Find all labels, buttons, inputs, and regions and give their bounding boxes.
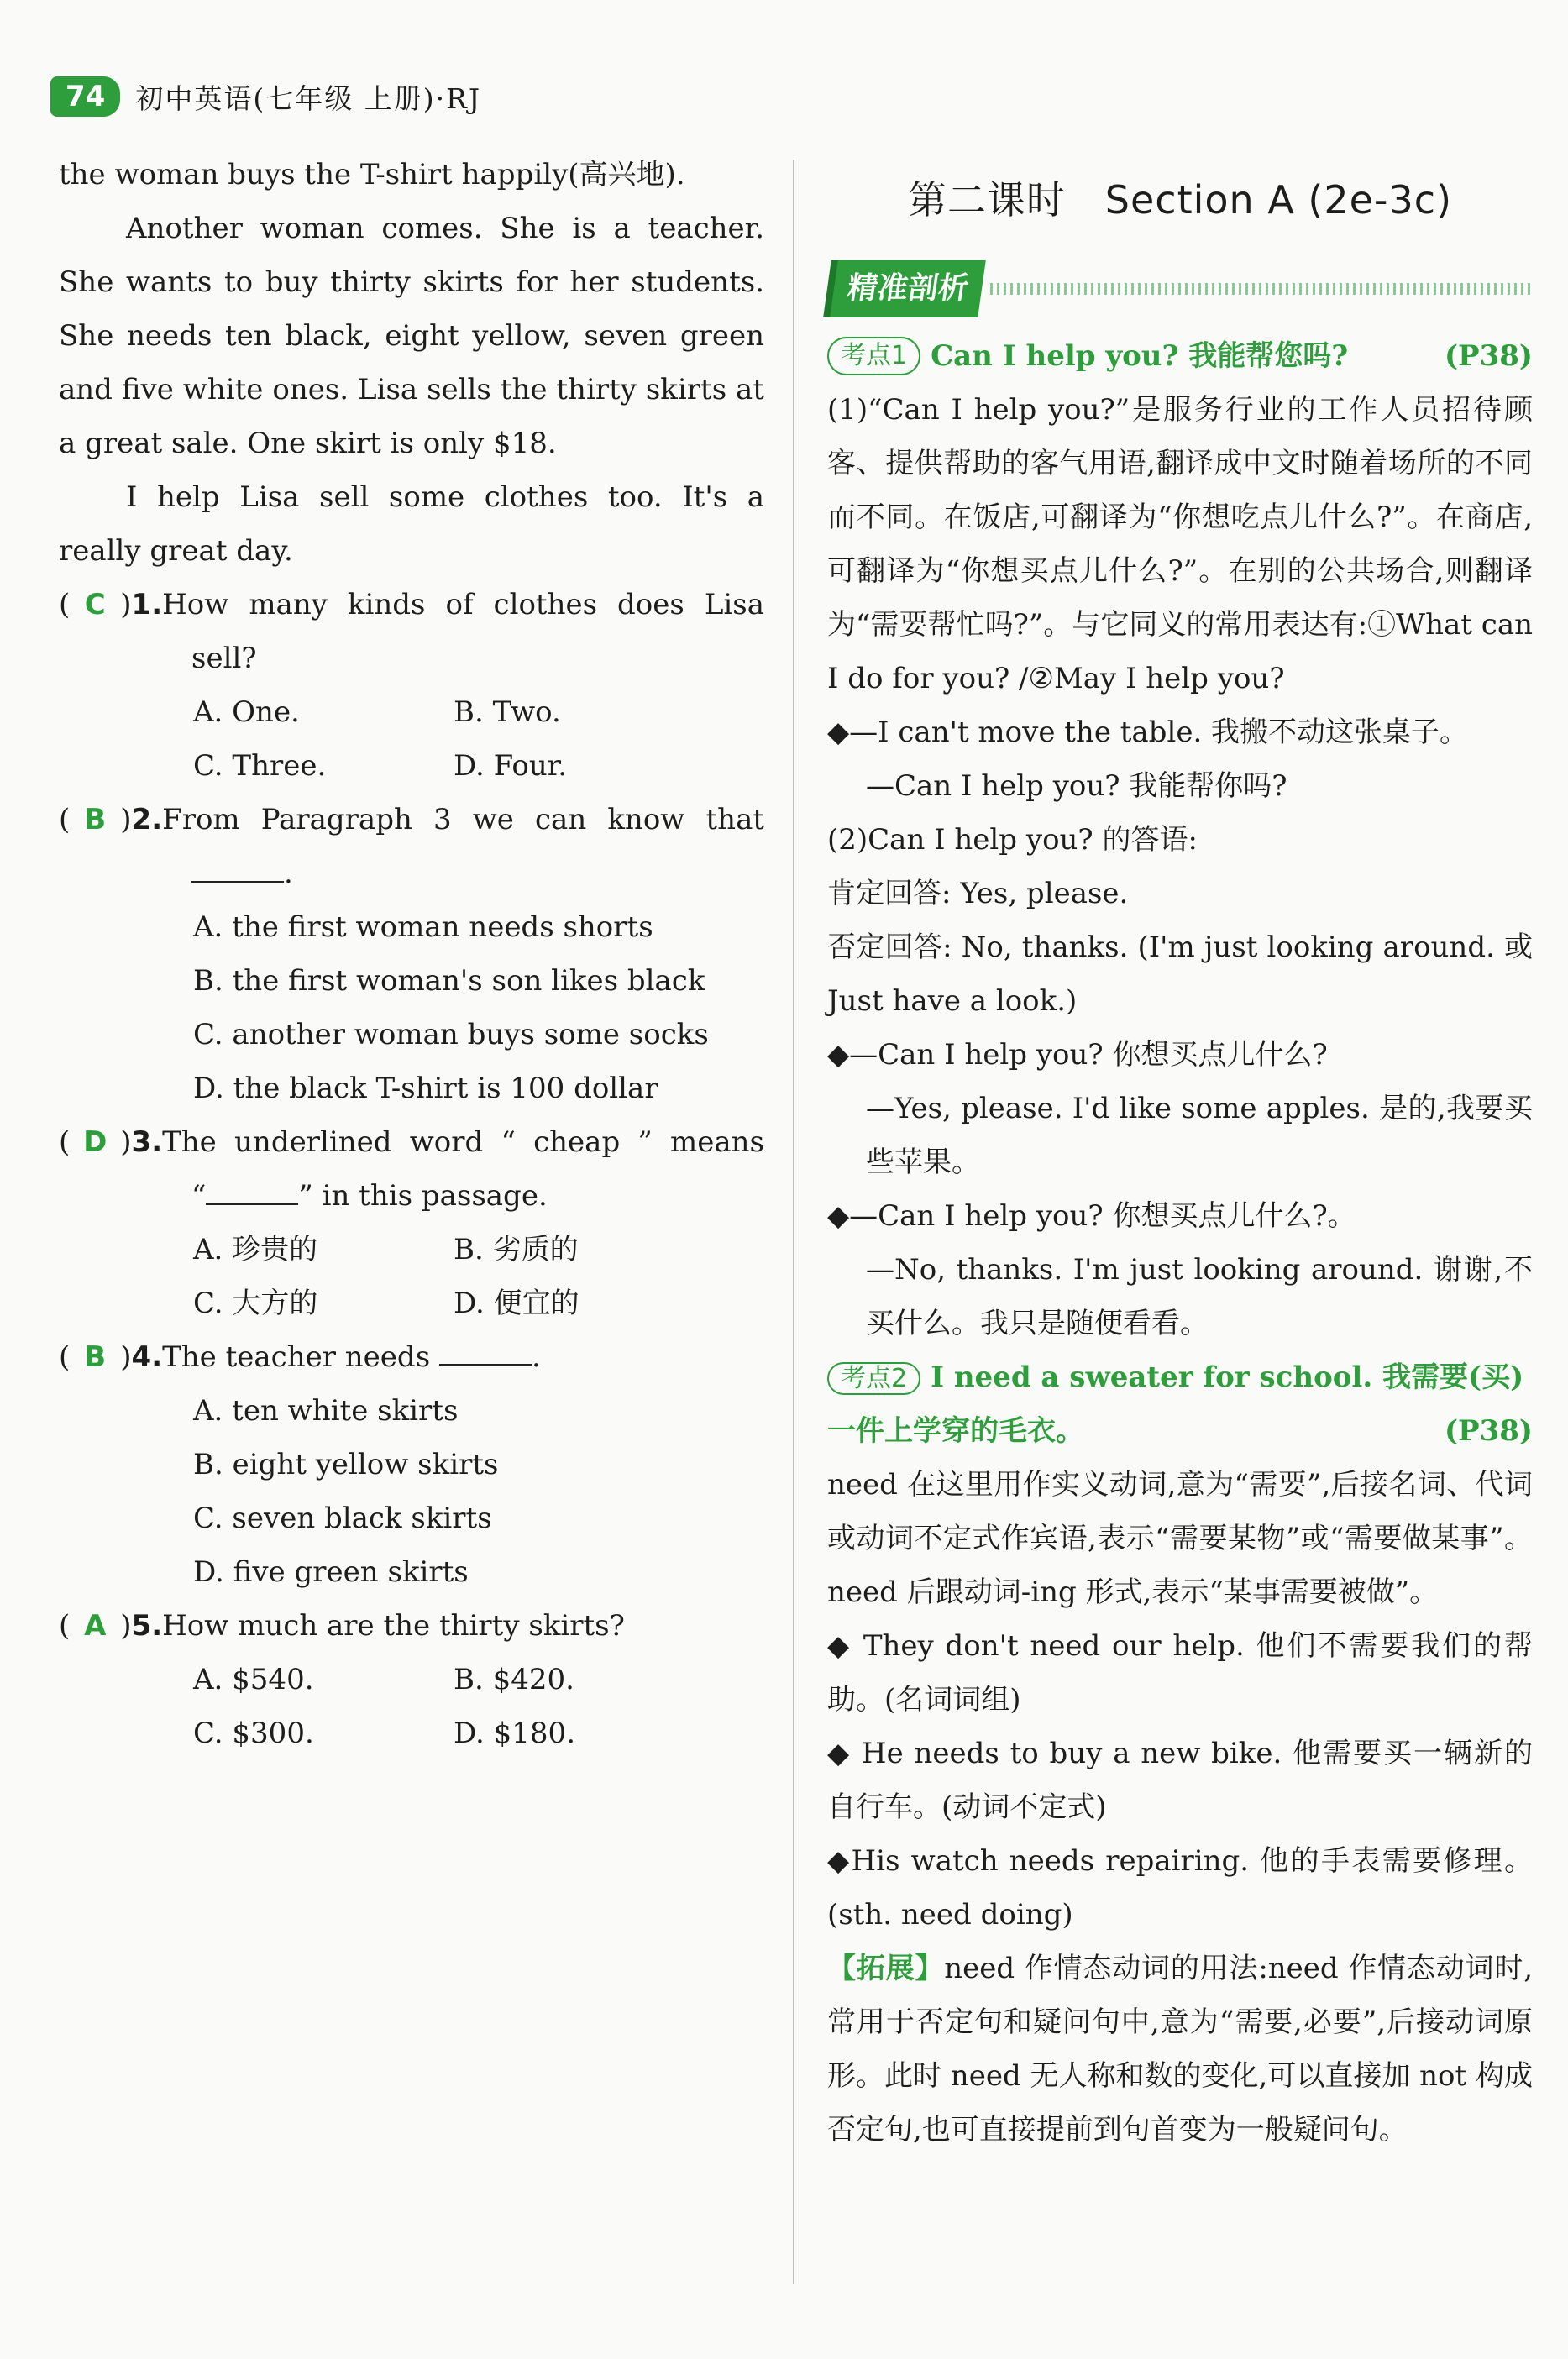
answer-1: C xyxy=(84,588,106,621)
option-b: B. 劣质的 xyxy=(454,1233,579,1266)
question-text: How many kinds of clothes does Lisa xyxy=(162,588,764,621)
question-3: ( D ) 3. The underlined word “ cheap ” means “ ” in this passage. A. 珍贵的 B. 劣质的 C. 大方的 D. 便宜的 xyxy=(59,1115,764,1330)
question-text: How much are the thirty skirts? xyxy=(162,1609,625,1643)
option-a: A. 珍贵的 xyxy=(193,1233,318,1266)
answer-blank xyxy=(206,1170,298,1205)
left-column xyxy=(59,148,764,1760)
option-c: C. seven black skirts xyxy=(193,1502,492,1535)
passage-para-1: the woman buys the T-shirt happily(高兴地). xyxy=(59,158,685,191)
key-point-badge: 考点1 xyxy=(827,337,920,375)
answer-blank xyxy=(191,847,284,883)
option-c: C. another woman buys some socks xyxy=(193,1018,709,1051)
key-point-heading: Can I help you? 我能帮您吗? xyxy=(931,339,1349,373)
option-a: A. One. xyxy=(193,695,300,729)
explanation: 否定回答: No, thanks. (I'm just looking around. 或 Just have a look.) xyxy=(827,930,1533,1018)
extension-text: need 作情态动词的用法:need 作情态动词时,常用于否定句和疑问句中,意为“需要,必要”,后接动词原形。此时 need 无人称和数的变化,可以直接加 not 构成否定句,也可直接提前到句首变为一般疑问句。 xyxy=(827,1952,1534,2147)
explanation: 肯定回答: Yes, please. xyxy=(827,877,1129,910)
question-text: From Paragraph 3 we can know that xyxy=(162,803,764,836)
extension-label: 【拓展】 xyxy=(827,1952,945,1985)
answer-blank xyxy=(439,1330,532,1366)
options xyxy=(59,1653,764,1760)
question-number: 2. xyxy=(131,803,163,836)
option-c: C. 大方的 xyxy=(193,1287,318,1320)
section-band-label: 精准剖析 xyxy=(823,260,986,317)
passage-para-3: I help Lisa sell some clothes too. It's a really great day. xyxy=(59,480,764,568)
question-1: ( C ) 1. How many kinds of clothes does Lisa sell? A. One. B. Two. C. Three. D. Four. xyxy=(59,578,764,793)
question-text: The underlined word “ cheap ” means xyxy=(162,1125,764,1159)
example: ◆—Can I help you? 你想买点儿什么? xyxy=(827,1038,1328,1072)
explanation: (1)“Can I help you?”是服务行业的工作人员招待顾客、提供帮助的客气用语,翻译成中文时随着场所的不同而不同。在饭店,可翻译为“你想吃点儿什么?”。在商店,可翻译为“你想买点儿什么?”。在别的公共场合,则翻译为“需要帮忙吗?”。与它同义的常用表达有:①What can I do for you? /②May I help you? xyxy=(827,393,1533,695)
question-number: 1. xyxy=(131,588,163,621)
question-text-cont: sell? xyxy=(191,642,257,675)
example: ◆ He needs to buy a new bike. 他需要买一辆新的自行车。(动词不定式) xyxy=(827,1737,1533,1824)
answer-4: B xyxy=(84,1340,107,1374)
option-d: D. Four. xyxy=(454,749,568,783)
question-text: The teacher needs xyxy=(162,1340,431,1374)
column-divider xyxy=(793,160,794,2284)
key-point-badge: 考点2 xyxy=(827,1362,920,1395)
question-text-cont: ” in this passage. xyxy=(298,1179,548,1213)
key-point-2 xyxy=(827,1350,1533,2157)
option-d: D. $180. xyxy=(454,1717,575,1750)
question-4: ( B ) 4. The teacher needs . A. ten white skirts B. eight yellow skirts C. seven black skirts D. five green skirts xyxy=(59,1330,764,1599)
option-a: A. the first woman needs shorts xyxy=(193,910,653,944)
example: —Yes, please. I'd like some apples. 是的,我要买些苹果。 xyxy=(866,1092,1533,1179)
dotted-rule xyxy=(990,283,1533,295)
example: ◆ They don't need our help. 他们不需要我们的帮助。(名词词组) xyxy=(827,1629,1533,1717)
question-number: 3. xyxy=(131,1125,163,1159)
option-c: C. Three. xyxy=(193,749,327,783)
example: ◆His watch needs repairing. 他的手表需要修理。(sth. need doing) xyxy=(827,1844,1533,1932)
options xyxy=(59,1223,764,1330)
page-reference: (P38) xyxy=(1444,1414,1533,1448)
question-2: ( B ) 2. From Paragraph 3 we can know that . A. the first woman needs shorts B. the first woman's son likes black C. another woman buys some socks D. the black T-shirt is 100 dollar xyxy=(59,793,764,1115)
key-point-heading: I need a sweater for school. 我需要(买)一件上学穿的毛衣。 xyxy=(827,1360,1524,1448)
right-column xyxy=(827,148,1533,2157)
option-b: B. $420. xyxy=(454,1663,574,1696)
option-a: A. ten white skirts xyxy=(193,1394,459,1428)
answer-3: D xyxy=(83,1125,108,1159)
explanation: need 在这里用作实义动词,意为“需要”,后接名词、代词或动词不定式作宾语,表示“需要某物”或“需要做某事”。need 后跟动词-ing 形式,表示“某事需要被做”。 xyxy=(827,1468,1533,1609)
answer-5: A xyxy=(84,1609,107,1643)
lesson-title: 第二课时 Section A (2e-3c) xyxy=(907,177,1453,223)
question-5: ( A ) 5. How much are the thirty skirts? A. $540. B. $420. C. $300. D. $180. xyxy=(59,1599,764,1760)
option-d: D. five green skirts xyxy=(193,1555,469,1589)
option-a: A. $540. xyxy=(193,1663,314,1696)
section-band xyxy=(827,260,1533,317)
page-header xyxy=(50,71,481,122)
option-b: B. Two. xyxy=(454,695,561,729)
option-d: D. 便宜的 xyxy=(454,1287,579,1320)
question-text-cont: . xyxy=(284,857,293,890)
option-b: B. the first woman's son likes black xyxy=(193,964,705,998)
answer-2: B xyxy=(84,803,107,836)
example: ◆—I can't move the table. 我搬不动这张桌子。 xyxy=(827,716,1469,749)
book-title: 初中英语(七年级 上册)·RJ xyxy=(135,81,482,115)
key-point-1 xyxy=(827,329,1533,1350)
option-c: C. $300. xyxy=(193,1717,314,1750)
passage-para-2: Another woman comes. She is a teacher. She wants to buy thirty skirts for her students. She needs ten black, eight yellow, seven green and five white ones. Lisa sells the thirty skirts at a great sale. One skirt is only $18. xyxy=(59,212,764,460)
question-number: 5. xyxy=(131,1609,163,1643)
options xyxy=(59,685,764,793)
option-b: B. eight yellow skirts xyxy=(193,1448,499,1481)
explanation: (2)Can I help you? 的答语: xyxy=(827,823,1198,857)
question-number: 4. xyxy=(131,1340,163,1374)
example: —No, thanks. I'm just looking around. 谢谢,不买什么。我只是随便看看。 xyxy=(866,1253,1533,1340)
example: —Can I help you? 我能帮你吗? xyxy=(866,769,1287,803)
page-number: 74 xyxy=(50,76,120,117)
option-d: D. the black T-shirt is 100 dollar xyxy=(193,1072,658,1105)
example: ◆—Can I help you? 你想买点儿什么?。 xyxy=(827,1199,1356,1233)
page-reference: (P38) xyxy=(1444,339,1533,373)
